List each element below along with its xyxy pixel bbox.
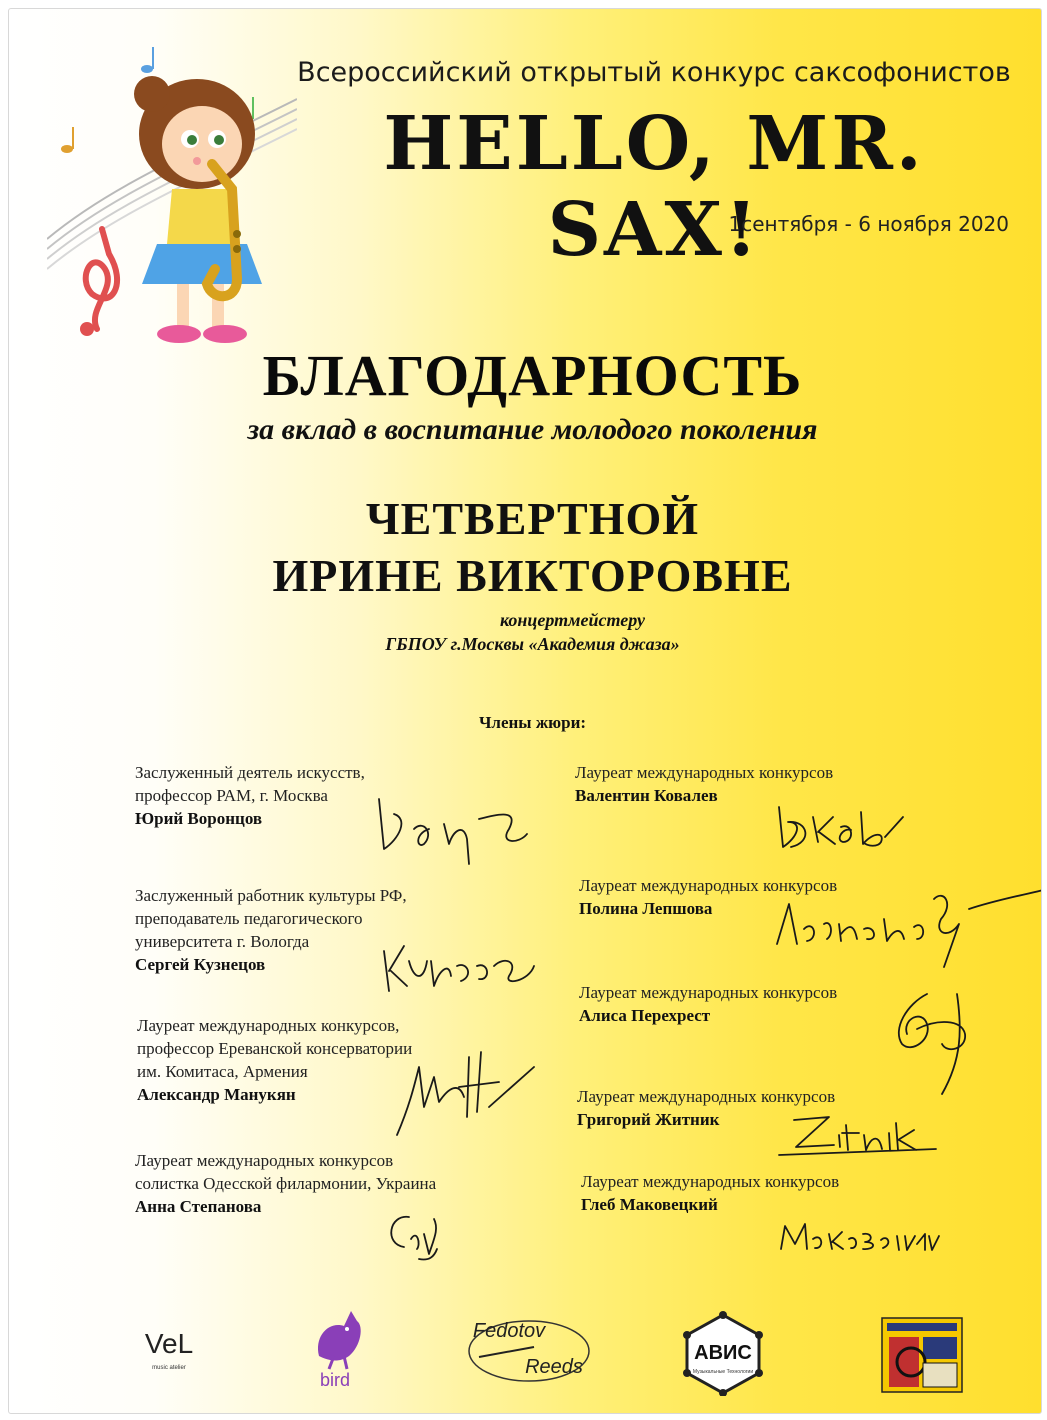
juror-name: Григорий Житник bbox=[577, 1110, 720, 1129]
certificate-page bbox=[8, 8, 1042, 1414]
signature-vorontsov bbox=[369, 789, 529, 869]
juror-title-line: Лауреат международных конкурсов, bbox=[137, 1016, 400, 1035]
signature-zhitnik bbox=[774, 1105, 939, 1165]
juror-name: Валентин Ковалев bbox=[575, 786, 718, 805]
svg-text:Fedotov: Fedotov bbox=[472, 1320, 546, 1342]
juror-right-3 bbox=[579, 981, 939, 1027]
recipient-role: концертмейстеру bbox=[499, 610, 646, 630]
svg-text:Музыкальные Технологии: Музыкальные Технологии bbox=[692, 1369, 754, 1375]
svg-text:АВИС: АВИС bbox=[694, 1342, 752, 1364]
svg-text:music atelier: music atelier bbox=[152, 1365, 186, 1371]
juror-title-line: Лауреат международных конкурсов bbox=[577, 1087, 836, 1106]
girl-saxophone-illustration bbox=[47, 39, 297, 359]
juror-title-line: Лауреат международных конкурсов bbox=[135, 1151, 394, 1170]
signature-makovetsky bbox=[777, 1214, 942, 1259]
contest-subtitle: Всероссийский открытый конкурс саксофонистов bbox=[297, 57, 1011, 88]
certificate-title: БЛАГОДАРНОСТЬ bbox=[262, 343, 803, 408]
juror-title-line: солистка Одесской филармонии, Украина bbox=[135, 1174, 437, 1193]
juror-title-line: университета г. Вологда bbox=[135, 932, 310, 951]
juror-title-line: Лауреат международных конкурсов bbox=[581, 1172, 840, 1191]
juror-right-5 bbox=[581, 1170, 941, 1216]
juror-title-line: профессор Ереванской консерватории bbox=[137, 1039, 413, 1058]
bird-logo bbox=[299, 1301, 374, 1391]
svg-text:VeL: VeL bbox=[144, 1328, 194, 1359]
juror-title-line: преподаватель педагогического bbox=[135, 909, 363, 928]
avis-logo bbox=[681, 1311, 766, 1396]
signature-perekhrest bbox=[887, 989, 977, 1099]
juror-title-line: Лауреат международных конкурсов bbox=[579, 876, 838, 895]
jury-heading: Члены жюри: bbox=[478, 713, 587, 732]
charity-foundation-logo bbox=[881, 1317, 963, 1393]
signature-stepanova bbox=[379, 1199, 449, 1269]
juror-title-line: им. Комитаса, Армения bbox=[137, 1062, 308, 1081]
signature-kovalev bbox=[773, 792, 913, 857]
juror-name: Александр Манукян bbox=[137, 1085, 296, 1104]
juror-title-line: Лауреат международных конкурсов bbox=[575, 763, 834, 782]
juror-title-line: Заслуженный деятель искусств, bbox=[135, 763, 365, 782]
juror-left-4 bbox=[135, 1149, 515, 1218]
signature-lepshova bbox=[769, 879, 1042, 974]
recipient-organization: ГБПОУ г.Москвы «Академия джаза» bbox=[385, 634, 680, 654]
fedotov-reeds-logo bbox=[464, 1309, 594, 1389]
contest-dates: 1сентября - 6 ноября 2020 bbox=[728, 212, 1009, 236]
svg-text:Reeds: Reeds bbox=[525, 1356, 583, 1378]
signature-manukyan bbox=[389, 1047, 539, 1142]
vel-music-atelier-logo bbox=[129, 1325, 209, 1375]
juror-title-line: Заслуженный работник культуры РФ, bbox=[135, 886, 407, 905]
juror-title-line: профессор РАМ, г. Москва bbox=[135, 786, 328, 805]
juror-title-line: Лауреат международных конкурсов bbox=[579, 983, 838, 1002]
juror-name: Юрий Воронцов bbox=[135, 809, 263, 828]
certificate-reason: за вклад в воспитание молодого поколения bbox=[247, 413, 818, 446]
juror-name: Сергей Кузнецов bbox=[135, 955, 266, 974]
contest-brand-title: HELLO, MR. SAX! bbox=[383, 101, 925, 273]
juror-name: Полина Лепшова bbox=[579, 899, 713, 918]
recipient-given-names: ИРИНЕ ВИКТОРОВНЕ bbox=[272, 550, 793, 601]
juror-name: Анна Степанова bbox=[135, 1197, 262, 1216]
juror-name: Алиса Перехрест bbox=[579, 1006, 711, 1025]
juror-name: Глеб Маковецкий bbox=[581, 1195, 718, 1214]
recipient-surname: ЧЕТВЕРТНОЙ bbox=[365, 493, 700, 544]
svg-text:bird: bird bbox=[319, 1370, 351, 1390]
signature-kuznetsov bbox=[379, 931, 539, 1001]
